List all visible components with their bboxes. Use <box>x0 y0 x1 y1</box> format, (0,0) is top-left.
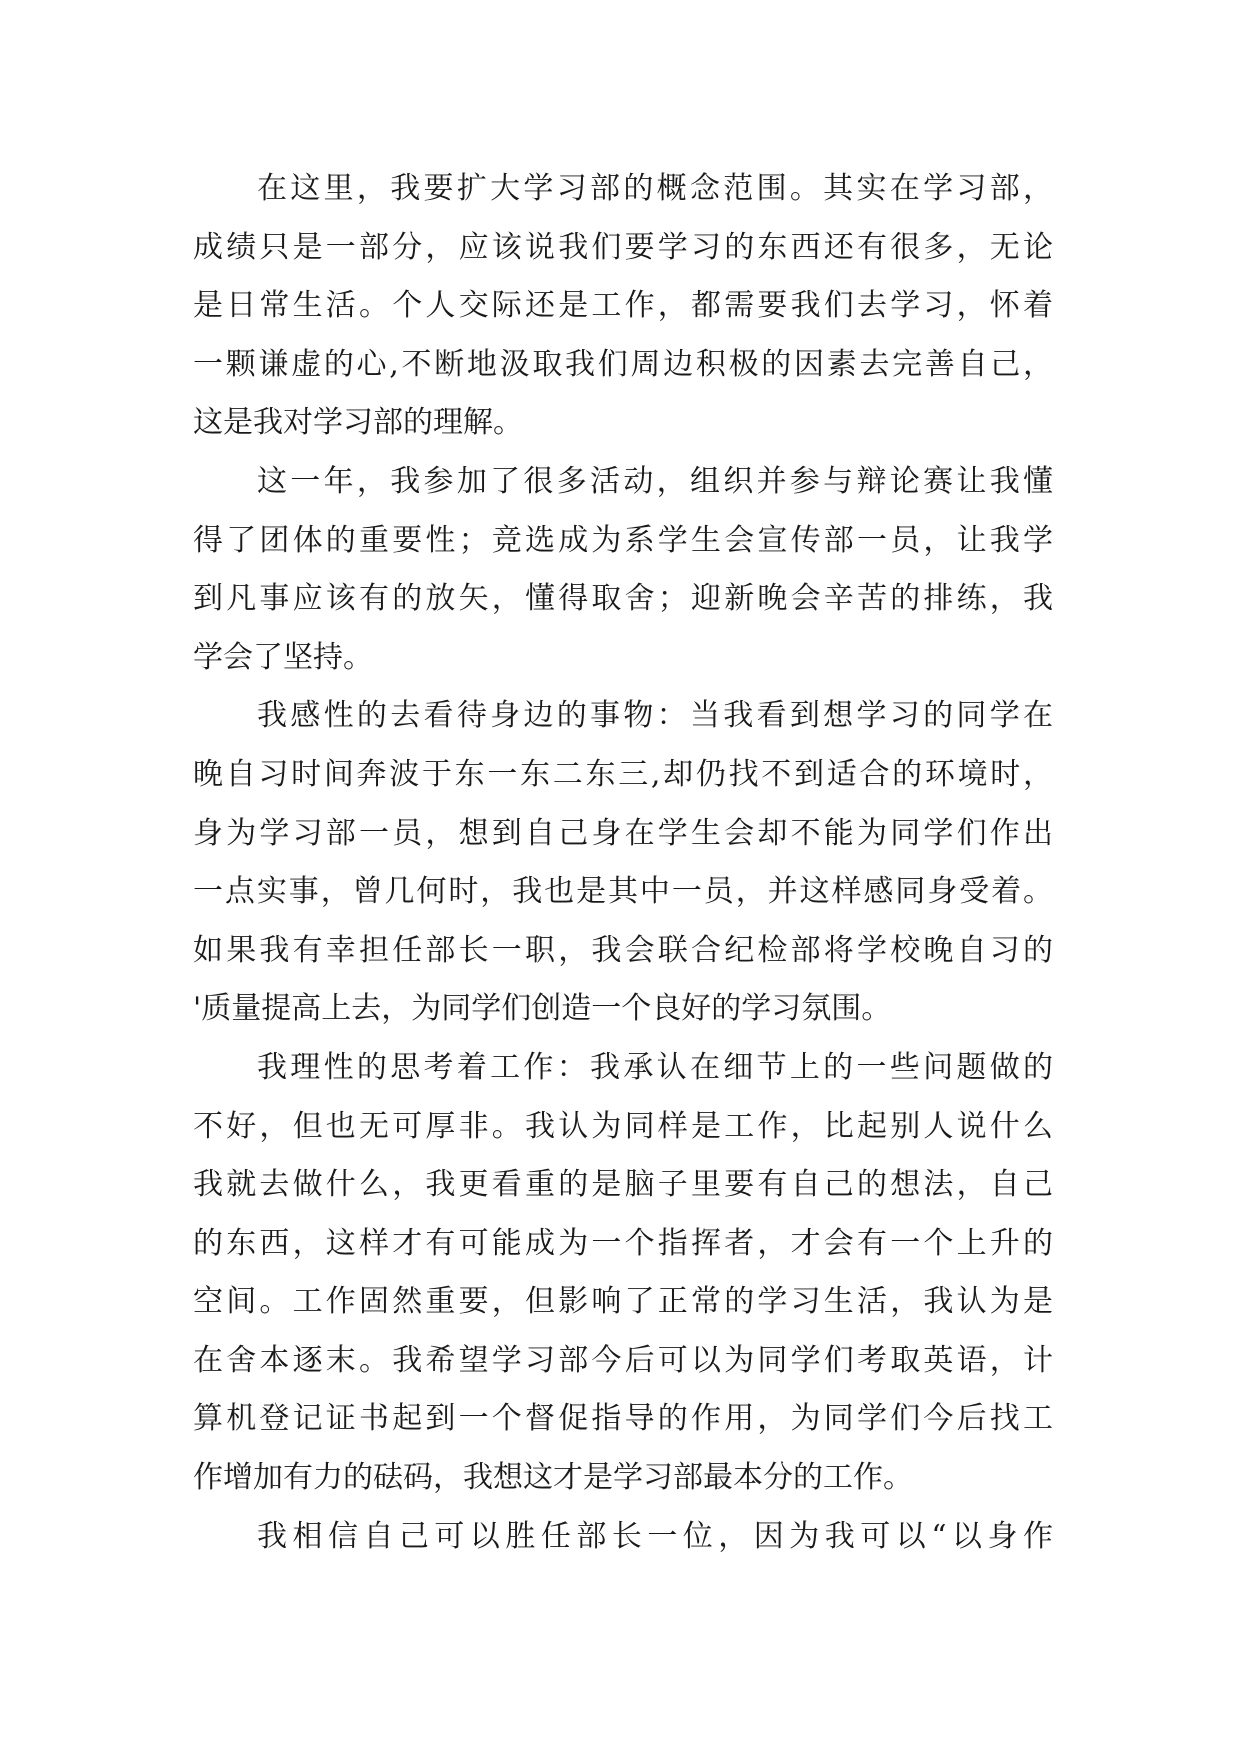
paragraph-3-line-2: 晚自习时间奔波于东一东二东三,却仍找不到适合的环境时， <box>193 756 1053 792</box>
paragraph-3-line-3: 身为学习部一员，想到自己身在学生会却不能为同学们作出 <box>193 815 1053 851</box>
paragraph-3-line-1: 我感性的去看待身边的事物：当我看到想学习的同学在 <box>257 698 1053 734</box>
paragraph-4-line-7: 算机登记证书起到一个督促指导的作用，为同学们今后找工 <box>193 1401 1053 1437</box>
paragraph-2-line-2: 得了团体的重要性；竞选成为系学生会宣传部一员，让我学 <box>193 522 1053 558</box>
paragraph-1-line-2: 成绩只是一部分，应该说我们要学习的东西还有很多，无论 <box>193 229 1053 265</box>
paragraph-4-line-8: 作增加有力的砝码，我想这才是学习部最本分的工作。 <box>193 1460 913 1496</box>
paragraph-3-line-5: 如果我有幸担任部长一职，我会联合纪检部将学校晚自习的 <box>193 932 1053 968</box>
paragraph-4-line-4: 的东西，这样才有可能成为一个指挥者，才会有一个上升的 <box>193 1225 1053 1261</box>
paragraph-3-line-6: '质量提高上去，为同学们创造一个良好的学习氛围。 <box>193 991 892 1027</box>
paragraph-3-line-4: 一点实事，曾几何时，我也是其中一员，并这样感同身受着。 <box>193 874 1053 910</box>
document-body <box>193 160 1053 1566</box>
paragraph-4-line-1: 我理性的思考着工作：我承认在细节上的一些问题做的 <box>257 1049 1053 1085</box>
paragraph-1-line-4: 一颗谦虚的心,不断地汲取我们周边积极的因素去完善自己， <box>193 346 1053 382</box>
paragraph-2-line-4: 学会了坚持。 <box>193 639 373 675</box>
paragraph-4-line-3: 我就去做什么，我更看重的是脑子里要有自己的想法，自己 <box>193 1167 1053 1203</box>
paragraph-4-line-2: 不好，但也无可厚非。我认为同样是工作，比起别人说什么 <box>193 1108 1053 1144</box>
paragraph-1-line-1: 在这里，我要扩大学习部的概念范围。其实在学习部， <box>257 171 1053 206</box>
paragraph-2-line-3: 到凡事应该有的放矢，懂得取舍；迎新晚会辛苦的排练，我 <box>193 581 1053 617</box>
paragraph-1-line-5: 这是我对学习部的理解。 <box>193 405 523 441</box>
paragraph-1-line-3: 是日常生活。个人交际还是工作，都需要我们去学习，怀着 <box>193 288 1053 324</box>
paragraph-2-line-1: 这一年，我参加了很多活动，组织并参与辩论赛让我懂 <box>257 463 1053 499</box>
paragraph-4-line-6: 在舍本逐末。我希望学习部今后可以为同学们考取英语，计 <box>193 1342 1053 1378</box>
paragraph-4-line-5: 空间。工作固然重要，但影响了正常的学习生活，我认为是 <box>193 1284 1053 1320</box>
paragraph-5-line-1: 我相信自己可以胜任部长一位，因为我可以“以身作 <box>257 1518 1053 1554</box>
